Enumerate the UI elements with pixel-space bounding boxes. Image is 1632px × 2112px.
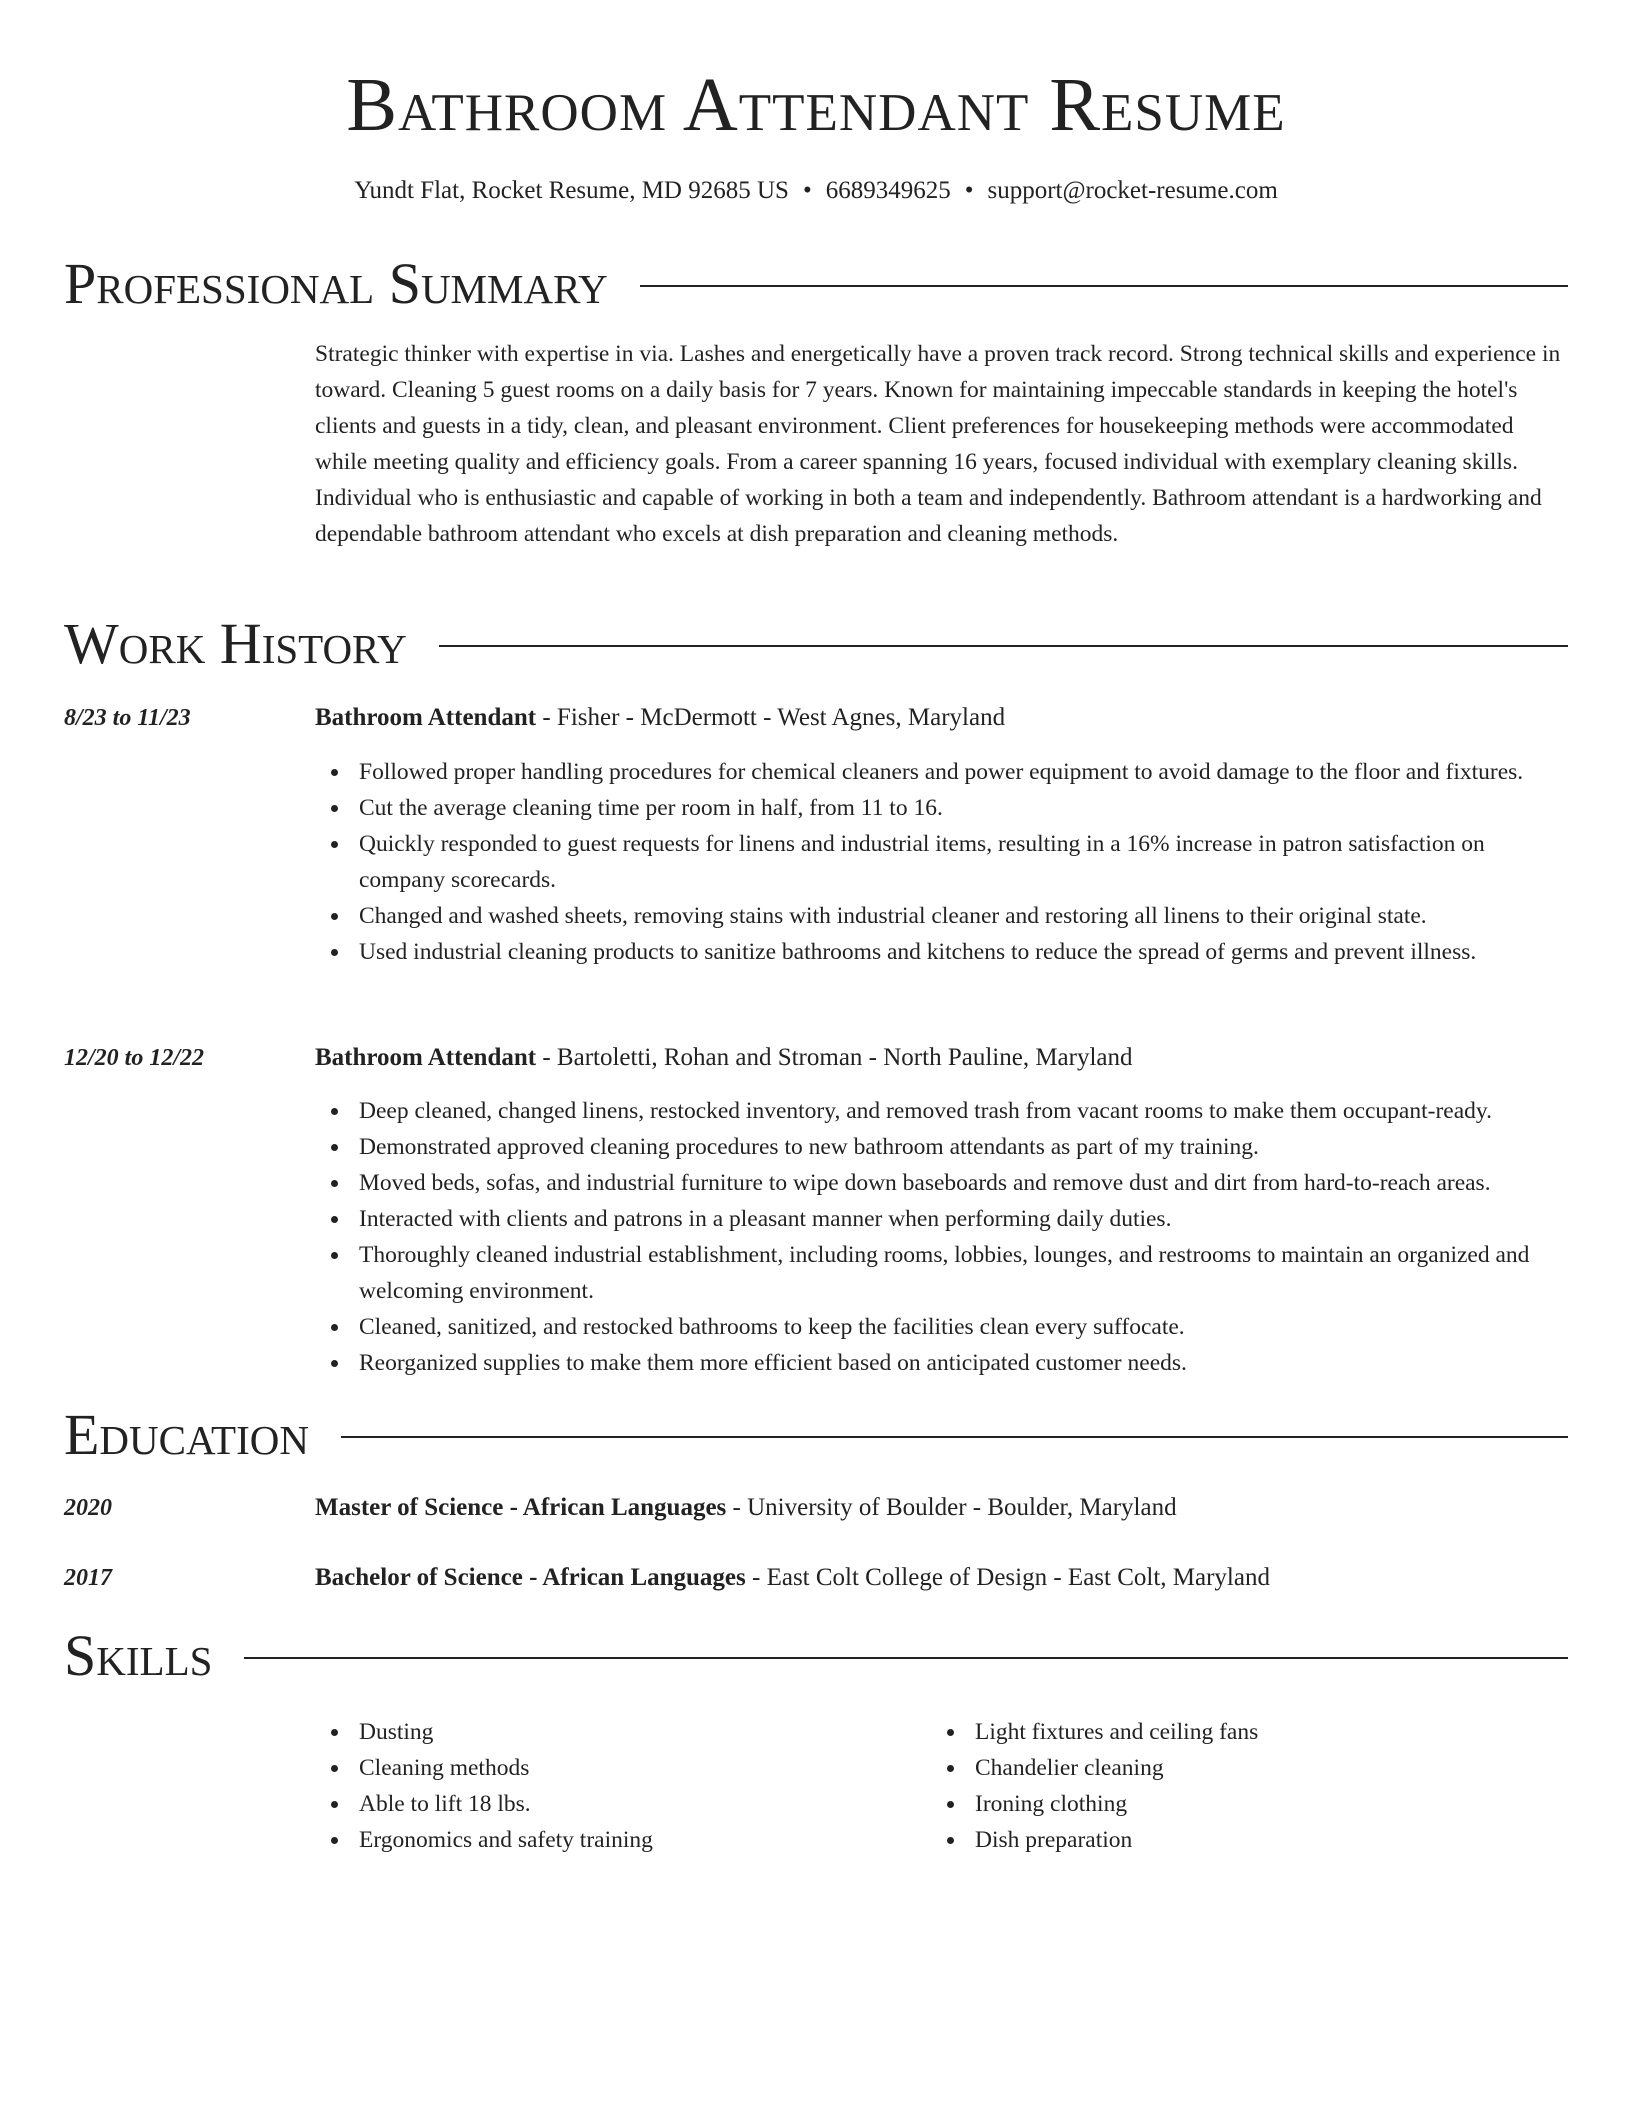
- skills-list: [315, 1714, 1568, 1858]
- skill-item: Ergonomics and safety training: [315, 1822, 931, 1858]
- list-item: Thoroughly cleaned industrial establishment, including rooms, lobbies, lounges, and restrooms to maintain an organized and welcoming environment.: [315, 1237, 1568, 1309]
- list-item: Changed and washed sheets, removing stains with industrial cleaner and restoring all linens to their original state.: [315, 898, 1568, 934]
- job-dates: 12/20 to 12/22: [64, 1045, 205, 1071]
- list-item: Followed proper handling procedures for chemical cleaners and power equipment to avoid damage to the floor and fixtures.: [315, 754, 1568, 790]
- education-school: - East Colt College of Design - East Colt, Maryland: [745, 1564, 1270, 1591]
- contact-separator: •: [802, 177, 812, 204]
- skill-item: Dusting: [315, 1714, 931, 1750]
- contact-phone: 6689349625: [825, 177, 951, 204]
- skills-column-right: [931, 1714, 1547, 1858]
- education-section-heading: [64, 1403, 1568, 1467]
- contact-address: Yundt Flat, Rocket Resume, MD 92685 US: [354, 177, 789, 204]
- list-item: Reorganized supplies to make them more efficient based on anticipated customer needs.: [315, 1345, 1568, 1381]
- skill-item: Ironing clothing: [931, 1786, 1547, 1822]
- education-heading: Education: [64, 1402, 309, 1467]
- list-item: Deep cleaned, changed linens, restocked inventory, and removed trash from vacant rooms to make them occupant-ready.: [315, 1093, 1568, 1129]
- skills-heading: Skills: [64, 1623, 213, 1688]
- education-degree: Master of Science - African Languages: [315, 1494, 727, 1521]
- job-title: Bathroom Attendant: [315, 704, 537, 731]
- summary-text: Strategic thinker with expertise in via. Lashes and energetically have a proven track record. Strong technical skills and experience in toward. Cleaning 5 guest rooms on a daily basis for 7 years. Known for maintaining impeccable standards in keeping the hotel's clients and guests in a tidy, clean, and pleasant environment. Client preferences for housekeeping methods were accommodated while meeting quality and efficiency goals. From a career spanning 16 years, focused individual with exemplary cleaning skills. Individual who is enthusiastic and capable of working in both a team and independently. Bathroom attendant is a hardworking and dependable bathroom attendant who excels at dish preparation and cleaning methods.: [315, 341, 1561, 547]
- contact-separator: •: [964, 177, 974, 204]
- job-employer: - Fisher - McDermott - West Agnes, Maryland: [536, 704, 1006, 731]
- job-employer: - Bartoletti, Rohan and Stroman - North Pauline, Maryland: [536, 1044, 1133, 1071]
- section-divider: [640, 285, 1568, 287]
- education-year: 2020: [64, 1495, 112, 1521]
- skills-column-left: [315, 1714, 931, 1858]
- skill-item: Chandelier cleaning: [931, 1750, 1547, 1786]
- work-heading: Work History: [64, 611, 407, 676]
- job-bullets: [315, 754, 1568, 970]
- skills-section-heading: [64, 1624, 1568, 1688]
- list-item: Used industrial cleaning products to sanitize bathrooms and kitchens to reduce the spread of germs and prevent illness.: [315, 934, 1568, 970]
- job-title: Bathroom Attendant: [315, 1044, 537, 1071]
- education-degree: Bachelor of Science - African Languages: [315, 1564, 746, 1591]
- job-dates: 8/23 to 11/23: [64, 705, 191, 731]
- education-heading-line: [315, 1560, 1568, 1596]
- skill-item: Dish preparation: [931, 1822, 1547, 1858]
- section-divider: [244, 1657, 1568, 1659]
- job-bullets: [315, 1093, 1568, 1381]
- section-divider: [341, 1436, 1568, 1438]
- resume-title: Bathroom Attendant Resume: [346, 63, 1286, 147]
- section-divider: [439, 645, 1568, 647]
- education-heading-line: [315, 1490, 1568, 1526]
- contact-email: support@rocket-resume.com: [987, 177, 1278, 204]
- contact-line: [64, 174, 1568, 208]
- job-heading: [315, 1040, 1568, 1076]
- list-item: Cut the average cleaning time per room in half, from 11 to 16.: [315, 790, 1568, 826]
- work-section-heading: [64, 612, 1568, 676]
- skill-item: Cleaning methods: [315, 1750, 931, 1786]
- list-item: Cleaned, sanitized, and restocked bathrooms to keep the facilities clean every suffocate.: [315, 1309, 1568, 1345]
- list-item: Interacted with clients and patrons in a pleasant manner when performing daily duties.: [315, 1201, 1568, 1237]
- list-item: Demonstrated approved cleaning procedures to new bathroom attendants as part of my training.: [315, 1129, 1568, 1165]
- skill-item: Able to lift 18 lbs.: [315, 1786, 931, 1822]
- summary-heading: Professional Summary: [64, 251, 608, 316]
- skill-item: Light fixtures and ceiling fans: [931, 1714, 1547, 1750]
- education-school: - University of Boulder - Boulder, Maryland: [726, 1494, 1177, 1521]
- summary-section-heading: [64, 252, 1568, 316]
- list-item: Moved beds, sofas, and industrial furniture to wipe down baseboards and remove dust and dirt from hard-to-reach areas.: [315, 1165, 1568, 1201]
- job-heading: [315, 700, 1568, 736]
- list-item: Quickly responded to guest requests for linens and industrial items, resulting in a 16% increase in patron satisfaction on company scorecards.: [315, 826, 1568, 898]
- education-year: 2017: [64, 1565, 112, 1591]
